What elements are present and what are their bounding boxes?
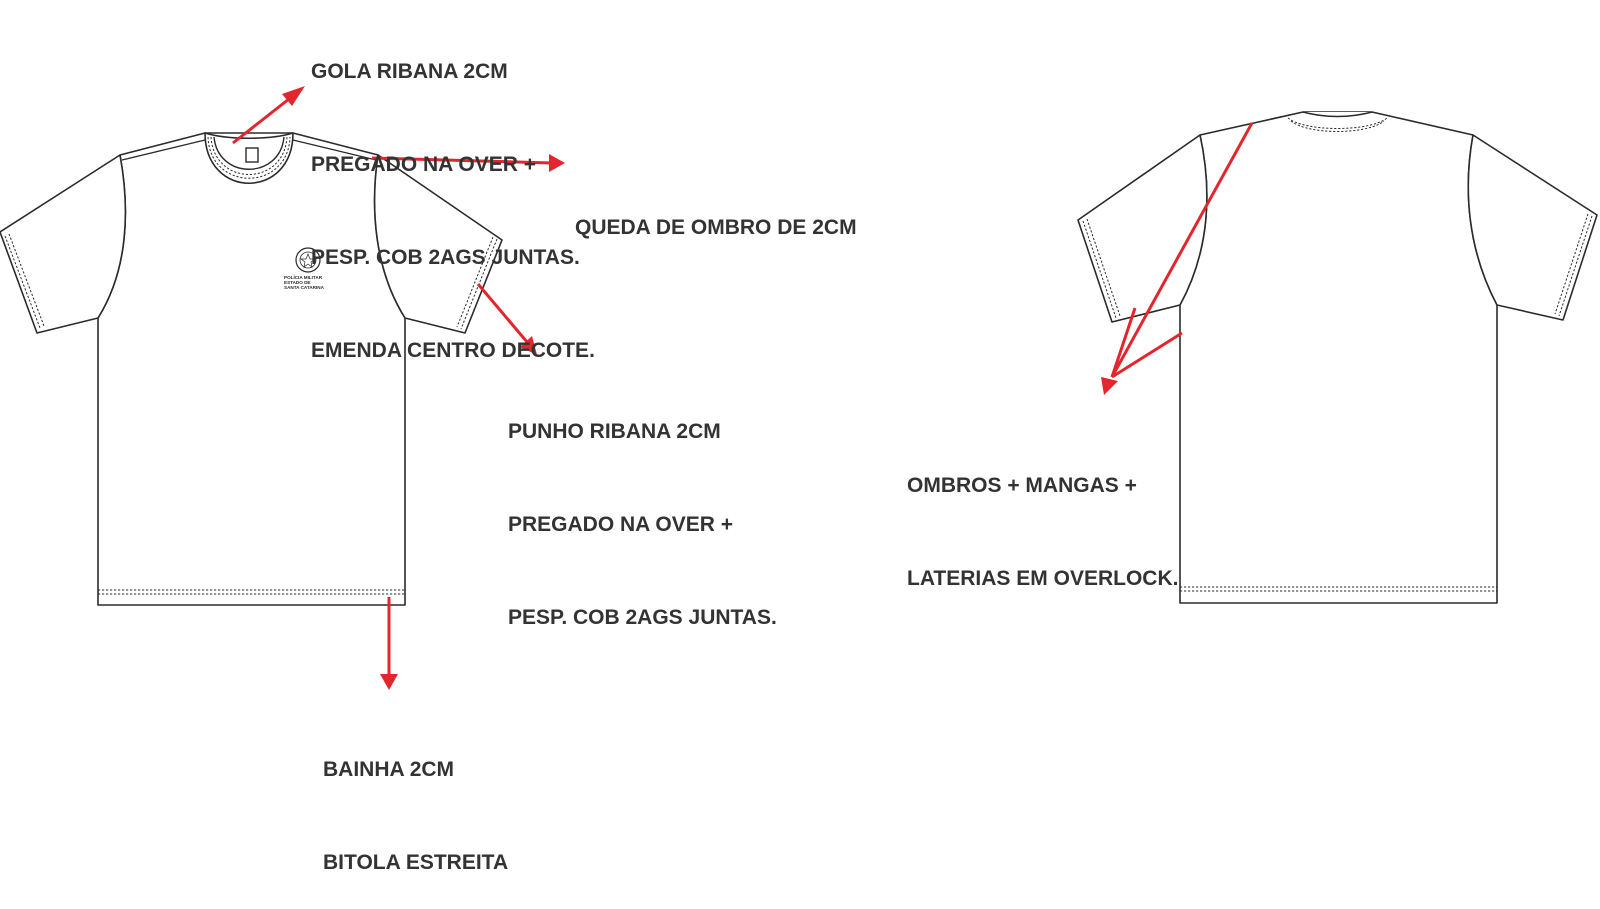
collar-callout xyxy=(311,0,595,397)
cuff-callout-line: PESP. COB 2AGS JUNTAS. xyxy=(508,606,777,629)
police-logo-line-1: POLÍCIA MILITAR xyxy=(284,275,323,280)
collar-callout-line: PESP. COB 2AGS JUNTAS. xyxy=(311,246,580,269)
cuff-callout-line: PUNHO RIBANA 2CM xyxy=(508,420,721,443)
back-body xyxy=(1180,112,1497,603)
hem-callout xyxy=(323,692,508,909)
shoulder-drop-callout xyxy=(575,150,857,274)
hem-callout-line: BAINHA 2CM xyxy=(323,758,455,781)
police-logo-line-2: ESTADO DE xyxy=(284,280,311,285)
police-logo-line-3: SANTA CATARINA xyxy=(284,285,324,290)
overlock-callout-line: OMBROS + MANGAS + xyxy=(907,474,1137,497)
collar-callout-line: PREGADO NA OVER + xyxy=(311,153,537,176)
cuff-callout xyxy=(508,354,777,664)
shoulder-drop-callout-line: QUEDA DE OMBRO DE 2CM xyxy=(575,216,857,239)
overlock-callout-line: LATERIAS EM OVERLOCK. xyxy=(907,567,1179,590)
collar-callout-line: GOLA RIBANA 2CM xyxy=(311,60,508,83)
arrow-hem-head xyxy=(380,674,398,690)
cuff-callout-line: PREGADO NA OVER + xyxy=(508,513,734,536)
arrow-overlock-head xyxy=(1101,377,1118,395)
collar-callout-line: EMENDA CENTRO DECOTE. xyxy=(311,339,595,362)
hem-callout-line: BITOLA ESTREITA xyxy=(323,851,509,874)
overlock-callout xyxy=(907,408,1178,625)
